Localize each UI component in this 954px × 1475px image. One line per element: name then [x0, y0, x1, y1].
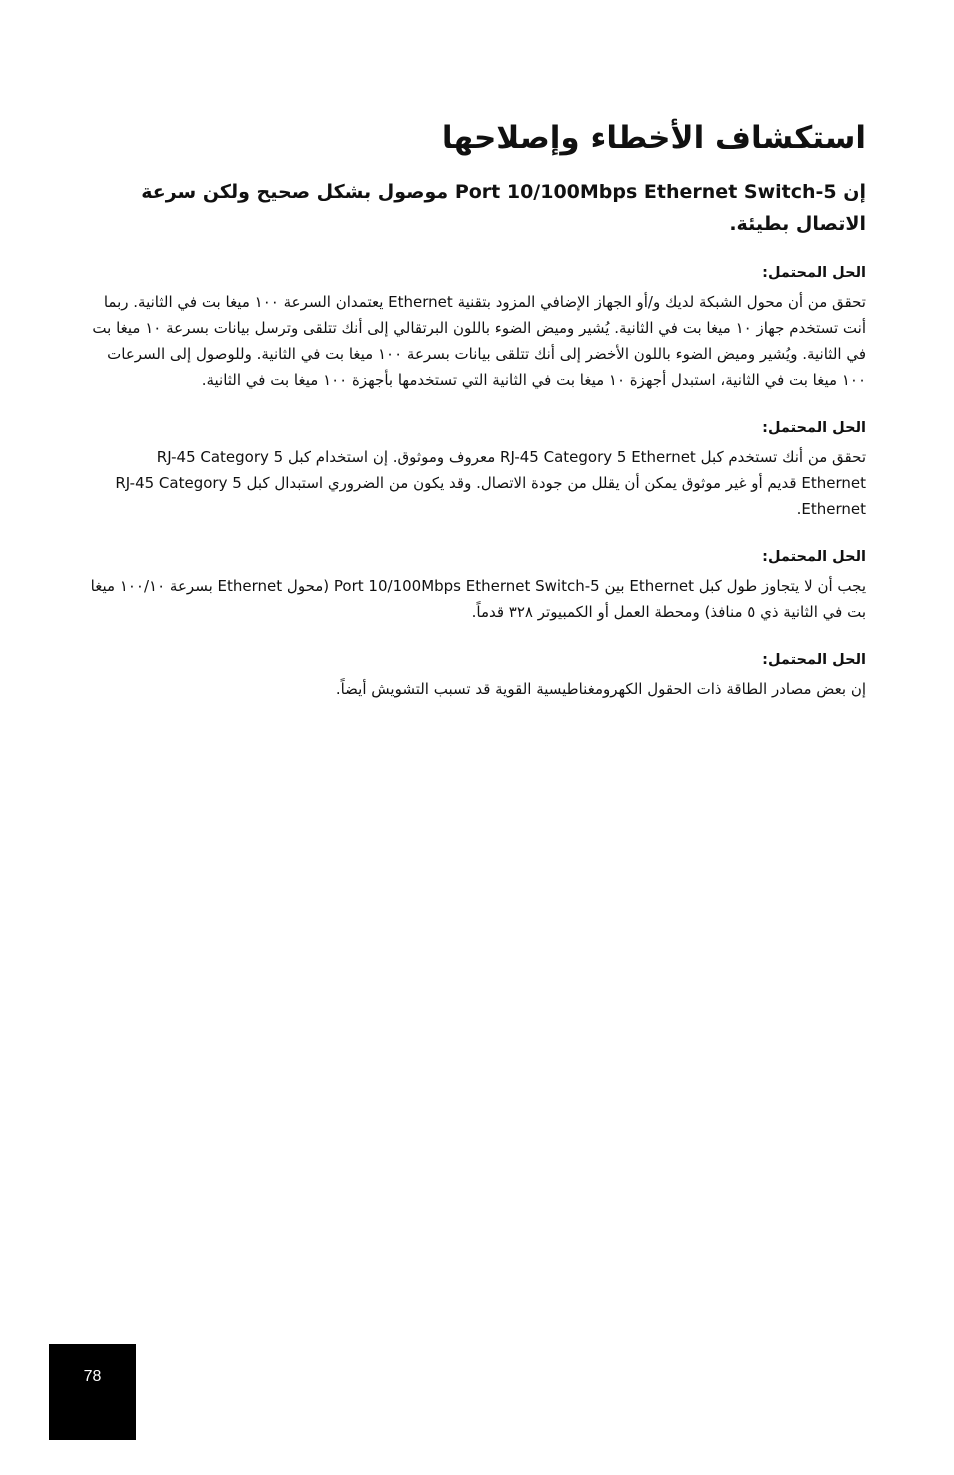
- solution-block: [88, 262, 866, 393]
- solution-label: الحل المحتمل:: [762, 419, 866, 436]
- solution-text: تحقق من أنك تستخدم كبل RJ-45 Category 5 Ethernet معروف وموثوق. إن استخدام كبل RJ-45 Category 5 Ethernet قديم أو غير موثوق يمكن أن يقلل من جودة الاتصال. وقد يكون من الضروري استبدال كبل RJ-45 Category 5 Ethernet.: [115, 447, 866, 518]
- document-body: [88, 118, 866, 726]
- solution-label: الحل المحتمل:: [762, 548, 866, 565]
- solution-label: الحل المحتمل:: [762, 651, 866, 668]
- page-title: استكشاف الأخطاء وإصلاحها: [441, 120, 866, 156]
- solution-label: الحل المحتمل:: [762, 264, 866, 281]
- solution-text: تحقق من أن محول الشبكة لديك و/أو الجهاز الإضافي المزود بتقنية Ethernet يعتمدان السرعة ١٠٠ ميغا بت في الثانية. ربما أنت تستخدم جهاز ١٠ ميغا بت في الثانية. يُشير وميض الضوء باللون البرتقالي إلى أنك تتلقى وترسل بيانات بسرعة ١٠ ميغا بت في الثانية. ويُشير وميض الضوء باللون الأخضر إلى أنك تتلقى بيانات بسرعة ١٠٠ ميغا بت في الثانية. وللوصول إلى السرعات ١٠٠ ميغا بت في الثانية، استبدل أجهزة ١٠ ميغا بت في الثانية التي تستخدمها بأجهزة ١٠٠ ميغا بت في الثانية.: [92, 292, 866, 389]
- page-number-box: [49, 1344, 136, 1440]
- solution-block: [88, 649, 866, 702]
- solution-text: يجب أن لا يتجاوز طول كبل Ethernet بين 5-Port 10/100Mbps Ethernet Switch (محول Ethernet بسرعة ١٠٠/١٠ ميغا بت في الثانية ذي ٥ منافذ) ومحطة العمل أو الكمبيوتر ٣٢٨ قدماً.: [90, 576, 866, 621]
- page-number: 78: [83, 1368, 102, 1385]
- solution-block: [88, 546, 866, 625]
- problem-statement: إن 5-Port 10/100Mbps Ethernet Switch موصول بشكل صحيح ولكن سرعة الاتصال بطيئة.: [141, 180, 866, 235]
- solution-block: [88, 417, 866, 522]
- solution-text: إن بعض مصادر الطاقة ذات الحقول الكهرومغناطيسية القوية قد تسبب التشويش أيضاً.: [335, 679, 866, 698]
